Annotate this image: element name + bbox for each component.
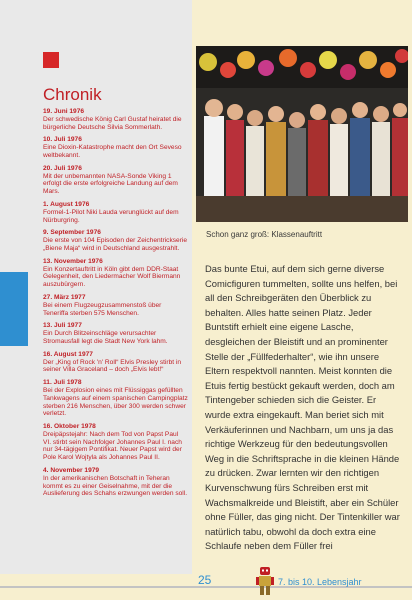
event-date: 4. November 1979 [43, 467, 100, 475]
chronik-event [43, 136, 188, 159]
photo-caption [196, 226, 408, 246]
chronik-event [43, 258, 188, 289]
photo-illustration [196, 46, 408, 222]
chronik-event [43, 351, 188, 374]
event-text: Ein Konzertauftritt in Köln gibt dem DDR-Staat Gelegenheit, den Liedermacher Wolf Biermann auszubürgern. [43, 265, 181, 289]
red-square-marker [43, 52, 59, 68]
chronik-event [43, 108, 188, 131]
caption-text: Schon ganz groß: Klassenauftritt [206, 230, 323, 239]
event-date: 1. August 1976 [43, 200, 90, 208]
chronik-event [43, 379, 188, 418]
event-date: 19. Juni 1976 [43, 108, 85, 115]
event-date: 9. September 1976 [43, 229, 101, 237]
event-date: 13. November 1976 [43, 257, 103, 265]
event-text: Dreipäpstejahr: Nach dem Tod von Papst Paul VI. stirbt sein Nachfolger Johannes Paul I. nach nur 34-tägigem Pontifikat. Neuer Papst wird der Pole Karol Wojtyla als Johannes Paul II. [43, 430, 182, 462]
event-text: Bei einem Flugzeugzusammenstoß über Teneriffa sterben 575 Menschen. [43, 301, 162, 317]
event-text: Ein Durch Blitzeinschläge verursachter Stromausfall legt die Stadt New York lahm. [43, 330, 168, 345]
event-date: 16. Oktober 1978 [43, 423, 96, 431]
event-date: 11. Juli 1978 [43, 379, 82, 387]
event-date: 16. August 1977 [43, 350, 93, 358]
blue-edge-tab [0, 272, 28, 346]
event-text: Mit der unbemannten NASA-Sonde Viking 1 erfolgt die erste erfolgreiche Landung auf dem Mars. [43, 172, 178, 196]
body-text: Das bunte Etui, auf dem sich gerne diverse Comicfiguren tummelten, sollte uns helfen, bei all den Schreibgeräten den Überblick zu behalten. Alles hatte seinen Platz. Jeder Buntstift erhielt eine eigene Lasche, desgleichen der Bleistift und an prominenter Stelle der „Füllfederhalter“, wie ihn unsere Eltern respektvoll nannten. Meist konnten die Etuis fertig bestückt gekauft werden, doch am Tintengeber schieden sich die Geister. Er wurde extra eingekauft. Man beriet sich mit Verkäuferinnen und Nachbarn, um uns ja das richtige Werkzeug für den bedeutungsvollen Weg in die Schriftsprache in die kleinen Hände zu drücken. Zwar lernten wir den richtigen Kurvenschwung fürs Schreiben erst mit Wachsmalkreide und Bleistift, aber ein Schüler ohne Füller, das ging nicht. Der Tintenkiller war natürlich tabu, obwohl da doch extra eine Schlaufe neben dem Füller frei [205, 263, 400, 552]
chronik-event [43, 229, 188, 252]
page-number: 25 [198, 573, 212, 587]
event-date: 13. Juli 1977 [43, 322, 82, 330]
event-text: Eine Dioxin-Katastrophe macht den Ort Seveso weltbekannt. [43, 144, 182, 159]
event-text: Der schwedische König Carl Gustaf heiratet die bürgerliche Deutsche Silvia Sommerlath. [43, 115, 182, 131]
chronik-event [43, 467, 188, 498]
event-text: Formel-1-Pilot Niki Lauda verunglückt auf dem Nürburgring. [43, 208, 179, 224]
robot-icon [256, 566, 274, 596]
event-text: Bei der Explosion eines mit Flüssiggas gefüllten Tankwagens auf einem spanischen Campingplatz sterben 216 Menschen, über 300 werden schwer verletzt. [43, 386, 188, 418]
event-date: 27. März 1977 [43, 293, 86, 301]
chronik-event [43, 165, 188, 196]
event-text: In der amerikanischen Botschaft in Teheran kommt es zu einer Geiselnahme, mit der die Auslieferung des Schahs erzwungen werden soll. [43, 474, 188, 498]
chronik-event [43, 294, 188, 317]
event-date: 20. Juli 1976 [43, 164, 82, 172]
chronik-title: Chronik [43, 85, 102, 104]
chronik-event [43, 423, 188, 462]
age-range-label: 7. bis 10. Lebensjahr [278, 577, 362, 587]
event-text: Der „King of Rock 'n' Roll“ Elvis Presley stirbt in seiner Villa Graceland – doch „Elvis lebt!“ [43, 358, 182, 374]
event-date: 10. Juli 1976 [43, 136, 82, 144]
chronik-event [43, 201, 188, 224]
class-performance-photo [196, 46, 408, 222]
event-text: Die erste von 104 Episoden der Zeichentrickserie „Biene Maja“ wird in Deutschland ausgestrahlt. [43, 237, 188, 252]
chronik-events [43, 108, 188, 503]
chronik-event [43, 322, 188, 345]
